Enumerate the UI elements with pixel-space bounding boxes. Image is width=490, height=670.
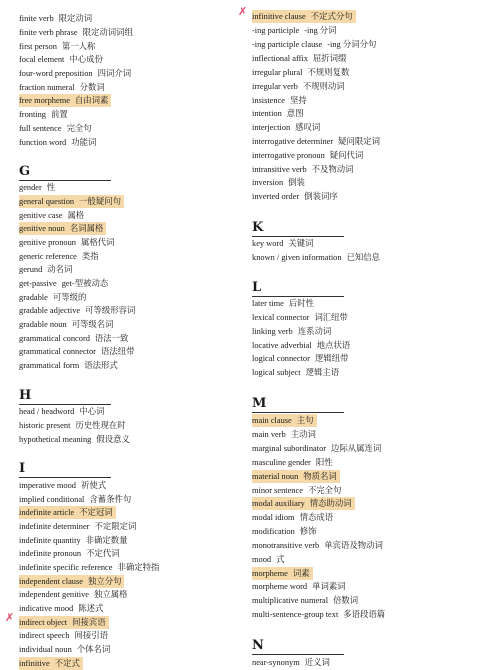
term-english: indirect object	[19, 618, 68, 627]
glossary-entry-marginal-subordinator	[252, 442, 384, 455]
term-english: indefinite determiner	[19, 522, 90, 531]
term-chinese: 中心词	[79, 407, 105, 416]
term-english: irregular plural	[252, 68, 303, 77]
term-english: get-passive	[19, 279, 57, 288]
term-chinese: 词汇纽带	[314, 313, 348, 322]
term-english: infinitive clause	[252, 12, 306, 21]
term-english: full sentence	[19, 124, 62, 133]
term-chinese: 近义词	[304, 658, 330, 667]
section-letter: H	[19, 388, 32, 403]
term-english: key word	[252, 239, 284, 248]
glossary-entry-modification	[252, 525, 320, 538]
term-english: four-word preposition	[19, 69, 93, 78]
glossary-entry-genitive-case	[19, 209, 87, 222]
term-english: grammatical form	[19, 361, 80, 370]
glossary-entry-gradable-noun	[19, 318, 117, 331]
term-chinese: 限定动词词组	[82, 28, 133, 37]
glossary-entry-historic-present	[19, 419, 129, 432]
term-english: function word	[19, 138, 67, 147]
term-english: linking verb	[252, 327, 293, 336]
term-english: finite verb	[19, 14, 54, 23]
term-chinese: 后时性	[288, 299, 314, 308]
term-english: indefinite pronoun	[19, 549, 82, 558]
term-chinese: 屈折词缀	[312, 54, 347, 63]
term-english: infinitive	[19, 659, 50, 668]
term-chinese: 个体名词	[76, 645, 111, 654]
term-english: known / given information	[252, 253, 342, 262]
glossary-entry-masculine-gender	[252, 456, 336, 469]
term-chinese: 不定代词	[86, 549, 120, 558]
term-english: generic reference	[19, 252, 77, 261]
term-chinese: 语法形式	[84, 361, 118, 370]
term-chinese: 陈述式	[78, 604, 104, 613]
term-english: indicative mood	[19, 604, 74, 613]
term-english: modal auxiliary	[252, 499, 305, 508]
section-letter: M	[252, 396, 267, 411]
glossary-entry-material-noun	[252, 470, 340, 483]
term-chinese: 情态成语	[299, 513, 334, 522]
glossary-entry-free-morpheme	[19, 94, 111, 107]
term-english: morpheme	[252, 569, 288, 578]
glossary-entry-indicative-mood	[19, 602, 106, 615]
term-english: irregular verb	[252, 82, 298, 91]
term-chinese: 不规则动词	[302, 82, 345, 91]
glossary-entry-hypothetical-meaning	[19, 433, 133, 446]
term-chinese: 疑问代词	[329, 151, 364, 160]
term-chinese: 祈使式	[80, 481, 107, 490]
term-chinese: 意图	[286, 109, 304, 118]
term-english: genitive case	[19, 211, 63, 220]
term-chinese: 单宾语及物动词	[324, 541, 383, 550]
term-english: later time	[252, 299, 284, 308]
term-english: masculine gender	[252, 458, 311, 467]
glossary-entry-indefinite-determiner	[19, 520, 139, 533]
section-header-m	[252, 396, 344, 413]
term-chinese: 词素	[292, 569, 310, 578]
term-chinese: 逻辑主语	[305, 368, 340, 377]
section-letter: L	[252, 280, 262, 295]
term-english: first person	[19, 42, 57, 51]
glossary-entry-intention	[252, 107, 307, 120]
term-chinese: 不定式	[54, 659, 80, 668]
term-english: grammatical connector	[19, 347, 96, 356]
term-english: individual noun	[19, 645, 72, 654]
term-chinese: 物质名词	[303, 472, 337, 481]
glossary-entry-interrogative-determiner	[252, 135, 383, 148]
term-chinese: 逻辑纽带	[314, 354, 349, 363]
term-chinese: 含蓄条件句	[89, 495, 132, 504]
glossary-entry-logical-subject	[252, 366, 342, 379]
term-english: main verb	[252, 430, 286, 439]
term-chinese: 第一人称	[61, 42, 96, 51]
glossary-entry-generic-reference	[19, 250, 102, 263]
term-english: gradable adjective	[19, 306, 81, 315]
glossary-entry-gradable	[19, 291, 89, 304]
term-chinese: 性	[46, 183, 56, 192]
glossary-entry-full-sentence	[19, 122, 95, 135]
term-chinese: 修饰	[299, 527, 317, 536]
glossary-entry-fronting	[19, 108, 71, 121]
glossary-entry-multi-sentence-group-text	[252, 608, 388, 621]
term-chinese: 不定式分句	[310, 12, 353, 21]
term-chinese: 分数词	[79, 83, 105, 92]
term-chinese: 独立分句	[87, 577, 122, 586]
glossary-entry-indefinite-specific-reference	[19, 561, 162, 574]
term-english: gradable	[19, 293, 48, 302]
term-chinese: 疑问限定词	[338, 137, 381, 146]
term-chinese: 功能词	[71, 138, 97, 147]
term-english: locative adverbial	[252, 341, 312, 350]
glossary-entry-independent-genitive	[19, 588, 131, 601]
glossary-entry-gerund	[19, 263, 75, 276]
term-chinese: 非确定特指	[117, 563, 160, 572]
glossary-entry-irregular-verb	[252, 80, 348, 93]
term-english: morpheme word	[252, 582, 308, 591]
term-chinese: 已知信息	[346, 253, 381, 262]
term-english: inverted order	[252, 192, 300, 201]
glossary-entry-lexical-connector	[252, 311, 351, 324]
section-letter: K	[252, 220, 264, 235]
glossary-entry-independent-clause	[19, 575, 124, 588]
term-english: insistence	[252, 96, 286, 105]
term-english: general question	[19, 197, 75, 206]
section-header-h	[19, 388, 111, 405]
section-letter: N	[252, 638, 264, 653]
term-english: independent genitive	[19, 590, 90, 599]
section-letter: I	[19, 461, 26, 476]
term-chinese: 属格代词	[81, 238, 115, 247]
term-chinese: 可等级的	[52, 293, 87, 302]
term-english: focal element	[19, 55, 65, 64]
term-chinese: 边际从属连词	[331, 444, 382, 453]
glossary-entry-later-time	[252, 297, 317, 310]
glossary-entry-focal-element	[19, 53, 106, 66]
term-chinese: 倒装	[288, 178, 305, 187]
term-chinese: 独立属格	[94, 590, 128, 599]
term-english: indefinite article	[19, 508, 75, 517]
term-chinese: 类指	[81, 252, 99, 261]
term-chinese: 一般疑问句	[79, 197, 121, 206]
term-english: fronting	[19, 110, 46, 119]
glossary-entry-indirect-object	[19, 616, 109, 629]
term-english: monotransitive verb	[252, 541, 320, 550]
term-english: fraction numeral	[19, 83, 75, 92]
term-chinese: 不完全句	[307, 486, 342, 495]
term-chinese: 可等级形容词	[85, 306, 136, 315]
term-english: grammatical concord	[19, 334, 90, 343]
term-english: mood	[252, 555, 272, 564]
section-header-k	[252, 220, 344, 237]
term-chinese: 动名词	[47, 265, 73, 274]
term-chinese: 情态助动词	[309, 499, 352, 508]
term-english: interrogative determiner	[252, 137, 334, 146]
glossary-entry-first-person	[19, 40, 98, 53]
glossary-entry-indirect-speech	[19, 629, 111, 642]
term-chinese: 假设意义	[96, 435, 130, 444]
term-chinese: 主句	[296, 416, 314, 425]
check-mark-icon: ✗	[238, 5, 248, 18]
check-mark-icon: ✗	[5, 611, 15, 624]
section-letter: G	[19, 164, 31, 179]
term-chinese: get-型被动态	[61, 279, 109, 288]
term-chinese: 坚持	[290, 96, 307, 105]
term-chinese: 中心成份	[69, 55, 103, 64]
glossary-entry-grammatical-concord	[19, 332, 131, 345]
term-english: lexical connector	[252, 313, 310, 322]
term-english: indirect speech	[19, 631, 70, 640]
term-english: genitive noun	[19, 224, 65, 233]
glossary-entry-irregular-plural	[252, 66, 352, 79]
glossary-entry-interjection	[252, 121, 323, 134]
term-english: indefinite quantity	[19, 536, 81, 545]
glossary-entry-key-word	[252, 237, 317, 250]
term-english: multiplicative numeral	[252, 596, 329, 605]
glossary-entry-monotransitive-verb	[252, 539, 386, 552]
term-chinese: 属格	[67, 211, 85, 220]
term-english: modal idiom	[252, 513, 295, 522]
term-chinese: 不规则复数	[307, 68, 350, 77]
term-english: near-synonym	[252, 658, 300, 667]
section-header-g	[19, 164, 111, 181]
term-english: imperative mood	[19, 481, 76, 490]
section-header-l	[252, 280, 344, 297]
term-chinese: 名词属格	[69, 224, 104, 233]
glossary-entry-four-word-preposition	[19, 67, 134, 80]
term-english: free morpheme	[19, 96, 70, 105]
glossary-entry-indefinite-article	[19, 506, 116, 519]
term-chinese: 不及物动词	[311, 165, 354, 174]
term-chinese: -ing 分词	[304, 26, 337, 35]
glossary-entry-head-headword	[19, 405, 107, 418]
term-chinese: 语法一致	[94, 334, 129, 343]
glossary-entry-gender	[19, 181, 58, 194]
glossary-entry-inversion	[252, 176, 308, 189]
term-chinese: 倒装词序	[304, 192, 338, 201]
term-english: multi-sentence-group text	[252, 610, 339, 619]
section-rule	[252, 412, 344, 413]
term-english: hypothetical meaning	[19, 435, 92, 444]
section-header-n	[252, 638, 344, 655]
term-english: -ing participle	[252, 26, 300, 35]
term-english: logical subject	[252, 368, 301, 377]
glossary-entry-intransitive-verb	[252, 163, 357, 176]
glossary-entry-morpheme	[252, 567, 313, 580]
glossary-entry-inverted-order	[252, 190, 341, 203]
term-english: intransitive verb	[252, 165, 307, 174]
term-english: historic present	[19, 421, 71, 430]
term-chinese: 式	[276, 555, 285, 564]
term-english: -ing participle clause	[252, 40, 323, 49]
term-chinese: 不定冠词	[79, 508, 113, 517]
glossary-entry-grammatical-form	[19, 359, 121, 372]
glossary-entry-main-clause	[252, 414, 317, 427]
term-chinese: 间接引语	[74, 631, 108, 640]
term-english: interjection	[252, 123, 291, 132]
glossary-entry-locative-adverbial	[252, 339, 353, 352]
glossary-entry-fraction-numeral	[19, 81, 108, 94]
glossary-entry-linking-verb	[252, 325, 334, 338]
term-english: finite verb phrase	[19, 28, 78, 37]
term-english: independent clause	[19, 577, 83, 586]
term-english: modification	[252, 527, 295, 536]
glossary-entry-multiplicative-numeral	[252, 594, 361, 607]
term-chinese: 单词素词	[312, 582, 346, 591]
section-rule	[252, 654, 344, 655]
term-chinese: 不定限定词	[94, 522, 137, 531]
glossary-entry-function-word	[19, 136, 99, 149]
term-english: genitive pronoun	[19, 238, 76, 247]
term-english: gerund	[19, 265, 43, 274]
glossary-entry-infinitive	[19, 657, 83, 670]
glossary-entry-grammatical-connector	[19, 345, 137, 358]
section-rule	[19, 477, 111, 478]
glossary-entry-modal-auxiliary	[252, 497, 355, 510]
term-english: inflectional affix	[252, 54, 308, 63]
glossary-entry-imperative-mood	[19, 479, 109, 492]
glossary-entry-mood	[252, 553, 287, 566]
glossary-entry-general-question	[19, 195, 124, 208]
term-chinese: 多语段语篇	[343, 610, 386, 619]
term-english: indefinite specific reference	[19, 563, 113, 572]
glossary-entry-indefinite-pronoun	[19, 547, 123, 560]
glossary-entry-main-verb	[252, 428, 319, 441]
term-english: inversion	[252, 178, 284, 187]
glossary-entry-individual-noun	[19, 643, 113, 656]
glossary-entry-morpheme-word	[252, 580, 349, 593]
glossary-entry-gradable-adjective	[19, 304, 138, 317]
term-chinese: 限定动词	[58, 14, 93, 23]
glossary-entry-inflectional-affix	[252, 52, 349, 65]
term-chinese: 地点状语	[316, 341, 351, 350]
glossary-entry-get-passive	[19, 277, 111, 290]
term-english: gender	[19, 183, 42, 192]
glossary-entry-modal-idiom	[252, 511, 336, 524]
term-chinese: 非确定数量	[85, 536, 128, 545]
term-english: head / headword	[19, 407, 75, 416]
term-chinese: 完全句	[66, 124, 92, 133]
glossary-entry-logical-connector	[252, 352, 351, 365]
glossary-entry-insistence	[252, 94, 310, 107]
term-english: material noun	[252, 472, 299, 481]
term-chinese: 连系动词	[297, 327, 332, 336]
glossary-entry-interrogative-pronoun	[252, 149, 366, 162]
glossary-entry-infinitive-clause	[252, 10, 356, 23]
term-english: interrogative pronoun	[252, 151, 325, 160]
term-english: implied conditional	[19, 495, 85, 504]
glossary-entry-finite-verb-phrase	[19, 26, 136, 39]
term-chinese: 阳性	[315, 458, 333, 467]
term-chinese: 语法纽带	[100, 347, 135, 356]
section-header-i	[19, 461, 111, 478]
glossary-entry-genitive-pronoun	[19, 236, 118, 249]
term-chinese: -ing 分词分句	[327, 40, 377, 49]
term-chinese: 间接宾语	[72, 618, 106, 627]
glossary-entry-finite-verb	[19, 12, 95, 25]
term-english: main clause	[252, 416, 292, 425]
term-chinese: 感叹词	[295, 123, 321, 132]
term-chinese: 前置	[50, 110, 68, 119]
glossary-entry-near-synonym	[252, 656, 333, 669]
term-chinese: 历史性现在时	[75, 421, 126, 430]
glossary-entry-ing-participle-clause	[252, 38, 379, 51]
term-english: gradable noun	[19, 320, 67, 329]
glossary-entry-implied-conditional	[19, 493, 134, 506]
term-chinese: 主动词	[290, 430, 316, 439]
glossary-entry-genitive-noun	[19, 222, 106, 235]
glossary-entry-known-given-information	[252, 251, 383, 264]
term-english: minor sentence	[252, 486, 303, 495]
glossary-entry-ing-participle	[252, 24, 340, 37]
term-chinese: 倍数词	[333, 596, 359, 605]
term-chinese: 可等级名词	[71, 320, 114, 329]
glossary-entry-indefinite-quantity	[19, 534, 131, 547]
term-chinese: 四词介词	[97, 69, 132, 78]
term-chinese: 关键词	[288, 239, 314, 248]
term-english: marginal subordinator	[252, 444, 327, 453]
term-english: intention	[252, 109, 282, 118]
term-chinese: 自由词素	[74, 96, 109, 105]
glossary-entry-minor-sentence	[252, 484, 344, 497]
term-english: logical connector	[252, 354, 310, 363]
